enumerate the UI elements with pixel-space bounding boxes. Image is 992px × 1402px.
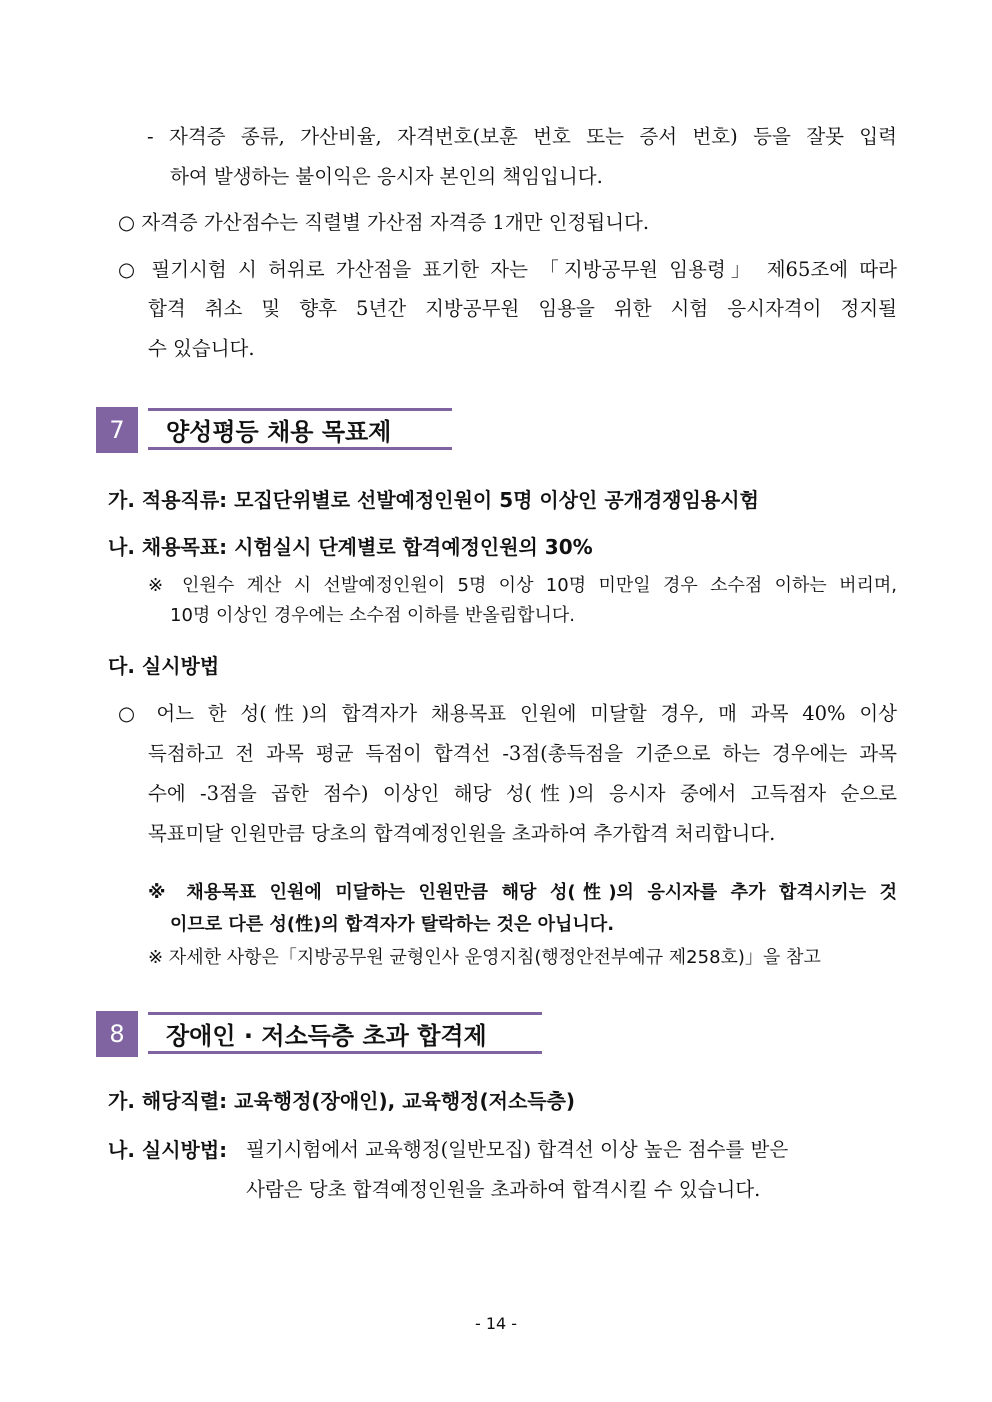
sec7-method-line-1: ○ 어느 한 성(性)의 합격자가 채용목표 인원에 미달할 경우, 매 과목 40% 이상: [118, 702, 897, 725]
section-7-number: 7: [96, 407, 138, 453]
top-line-2: 하여 발생하는 불이익은 응시자 본인의 책임입니다.: [170, 165, 603, 188]
sec8-item-na-label: 나. 실시방법:: [108, 1138, 228, 1162]
sec8-method-line-1: 필기시험에서 교육행정(일반모집) 합격선 이상 높은 점수를 받은: [246, 1138, 789, 1161]
top-line-1: - 자격증 종류, 가산비율, 자격번호(보훈 번호 또는 증서 번호) 등을 잘못 입력: [147, 125, 897, 148]
top-line-4: ○ 필기시험 시 허위로 가산점을 표기한 자는 「지방공무원 임용령」 제65조에 따라: [118, 258, 897, 281]
top-line-3: ○ 자격증 가산점수는 직렬별 가산점 자격증 1개만 인정됩니다.: [118, 211, 650, 234]
sec7-note-2: 10명 이상인 경우에는 소수점 이하를 반올림합니다.: [170, 605, 575, 626]
sec7-item-ga: 가. 적용직류: 모집단위별로 선발예정인원이 5명 이상인 공개경쟁임용시험: [108, 488, 759, 512]
section-8-number: 8: [96, 1011, 138, 1057]
top-line-5: 합격 취소 및 향후 5년간 지방공무원 임용을 위한 시험 응시자격이 정지될: [148, 297, 897, 320]
sec7-method-line-4: 목표미달 인원만큼 당초의 합격예정인원을 초과하여 추가합격 처리합니다.: [148, 822, 776, 845]
sec7-note-1: ※ 인원수 계산 시 선발예정인원이 5명 이상 10명 미만일 경우 소수점 이하는 버리며,: [148, 575, 897, 596]
sec7-item-na: 나. 채용목표: 시험실시 단계별로 합격예정인원의 30%: [108, 535, 593, 559]
page-number: - 14 -: [474, 1314, 518, 1333]
section-7-title: 양성평등 채용 목표제: [148, 408, 452, 450]
sec7-reference-note: ※ 자세한 사항은「지방공무원 균형인사 운영지침(행정안전부예규 제258호)」을 참고: [148, 947, 821, 968]
sec8-item-ga: 가. 해당직렬: 교육행정(장애인), 교육행정(저소득층): [108, 1089, 576, 1113]
section-8-title: 장애인 · 저소득층 초과 합격제: [148, 1012, 542, 1054]
sec7-bold-note-2: 이므로 다른 성(性)의 합격자가 탈락하는 것은 아닙니다.: [170, 914, 615, 935]
top-line-6: 수 있습니다.: [148, 337, 255, 360]
sec7-method-line-3: 수에 -3점을 곱한 점수) 이상인 해당 성(性)의 응시자 중에서 고득점자 순으로: [148, 782, 897, 805]
sec7-method-line-2: 득점하고 전 과목 평균 득점이 합격선 -3점(총득점을 기준으로 하는 경우에는 과목: [148, 742, 897, 765]
sec7-bold-note-1: ※ 채용목표 인원에 미달하는 인원만큼 해당 성(性)의 응시자를 추가 합격시키는 것: [148, 882, 897, 903]
sec8-method-line-2: 사람은 당초 합격예정인원을 초과하여 합격시킬 수 있습니다.: [246, 1178, 761, 1201]
sec7-item-da: 다. 실시방법: [108, 654, 220, 678]
